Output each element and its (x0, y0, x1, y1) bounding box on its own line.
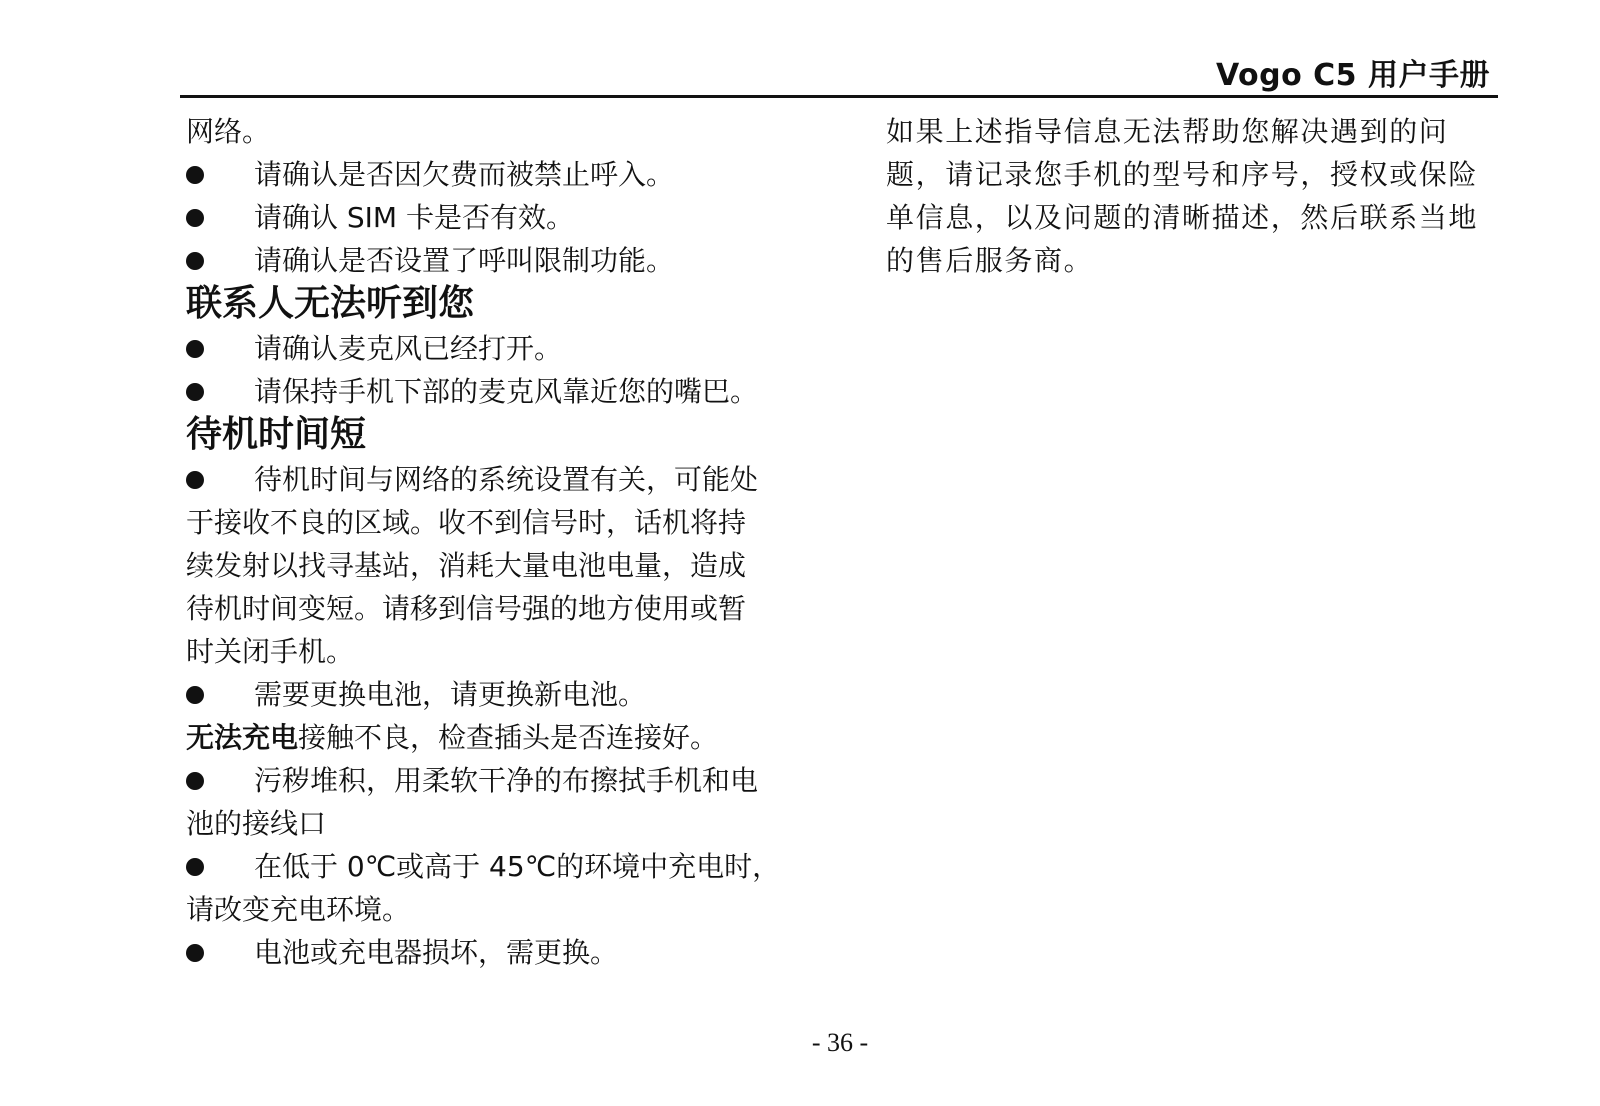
bullet-icon (186, 209, 204, 227)
list-item (186, 239, 801, 282)
list-item (186, 153, 801, 196)
list-item (186, 759, 801, 802)
list-item-text: 请确认是否设置了呼叫限制功能。 (254, 244, 675, 277)
list-item-text: 待机时间与网络的系统设置有关，可能处 (254, 463, 759, 496)
bullet-icon (186, 340, 204, 358)
right-column (886, 110, 1496, 282)
list-item-text: 电池或充电器损坏，需更换。 (254, 936, 619, 969)
bullet-icon (186, 252, 204, 270)
list-item-text: 请保持手机下部的麦克风靠近您的嘴巴。 (254, 375, 759, 408)
list-item-text: 请确认麦克风已经打开。 (254, 332, 563, 365)
bullet-icon (186, 383, 204, 401)
list-item-text: 请确认 SIM 卡是否有效。 (254, 201, 574, 234)
text-line: 请改变充电环境。 (186, 893, 411, 926)
text-line: 待机时间变短。请移到信号强的地方使用或暂 (186, 592, 747, 625)
text-line: 于接收不良的区域。收不到信号时，话机将持 (186, 506, 747, 539)
bullet-icon (186, 686, 204, 704)
list-item-text: 需要更换电池，请更换新电池。 (254, 678, 647, 711)
bullet-icon (186, 944, 204, 962)
text-line: 时关闭手机。 (186, 635, 355, 668)
charge-issue-text: 接触不良，检查插头是否连接好。 (298, 721, 719, 754)
list-item-text: 在低于 0℃或高于 45℃的环境中充电时， (254, 850, 781, 883)
continued-line: 网络。 (186, 115, 271, 148)
list-item (186, 458, 801, 501)
page-number: - 36 - (811, 1028, 869, 1057)
bullet-icon (186, 471, 204, 489)
list-item (186, 931, 801, 974)
list-item (186, 845, 801, 888)
section-heading: 待机时间短 (186, 414, 367, 455)
charge-issue-label: 无法充电 (186, 721, 299, 754)
section-heading: 联系人无法听到您 (186, 283, 475, 324)
text-line: 单信息，以及问题的清晰描述，然后联系当地 (886, 201, 1479, 234)
text-line: 题，请记录您手机的型号和序号，授权或保险 (886, 158, 1479, 191)
list-item-text: 污秽堆积，用柔软干净的布擦拭手机和电 (254, 764, 759, 797)
header-title: Vogo C5 用户手册 (1215, 58, 1490, 93)
bullet-icon (186, 858, 204, 876)
header-rule (180, 95, 1498, 98)
list-item (186, 673, 801, 716)
list-item (186, 196, 801, 239)
list-item-text: 请确认是否因欠费而被禁止呼入。 (254, 158, 675, 191)
bullet-icon (186, 166, 204, 184)
text-line: 续发射以找寻基站，消耗大量电池电量，造成 (186, 549, 747, 582)
left-column (186, 110, 801, 974)
charge-issue-line (186, 716, 801, 759)
list-item (186, 327, 801, 370)
text-line: 池的接线口 (186, 807, 327, 840)
text-line: 如果上述指导信息无法帮助您解决遇到的问 (886, 115, 1449, 148)
bullet-icon (186, 772, 204, 790)
text-line: 的售后服务商。 (886, 244, 1094, 277)
list-item (186, 370, 801, 413)
